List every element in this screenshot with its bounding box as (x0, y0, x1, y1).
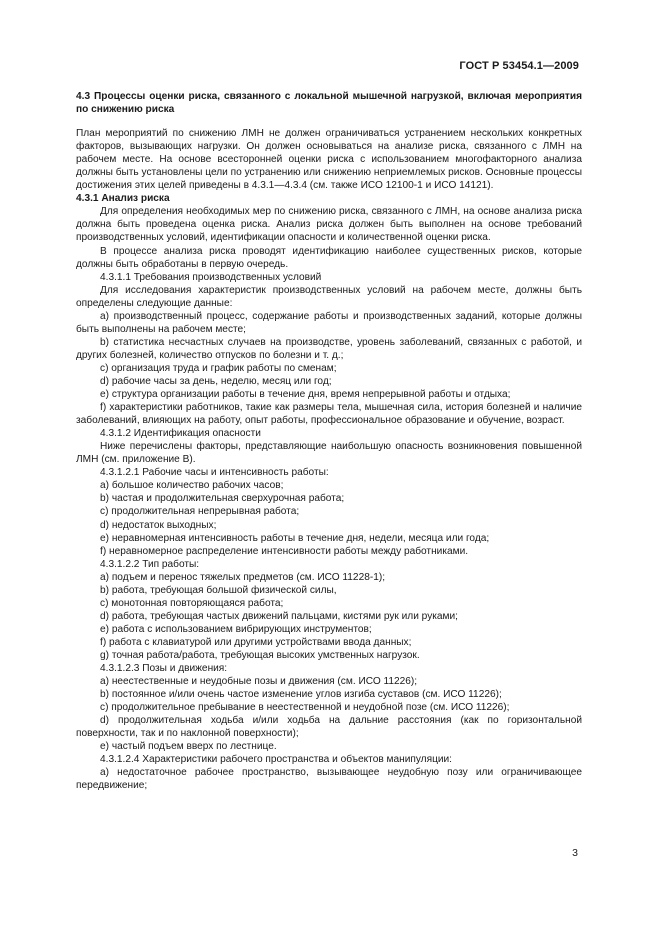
paragraph: Ниже перечислены факторы, представляющие наибольшую опасность возникновения повышенной ЛМН (см. приложение В). (76, 441, 582, 466)
page-number: 3 (572, 847, 578, 859)
list-item: c) продолжительная непрерывная работа; (100, 506, 300, 518)
list-item: d) недостаток выходных; (100, 519, 217, 531)
list-item: e) неравномерная интенсивность работы в течение дня, недели, месяца или года; (100, 532, 490, 544)
list-item: a) недостаточное рабочее пространство, вызывающее неудобную позу или ограничивающее передвижение; (76, 767, 582, 792)
section-title: 4.3 Процессы оценки риска, связанного с локальной мышечной нагрузкой, включая мероприятия по снижению риска (76, 91, 582, 116)
list-item: c) продолжительное пребывание в неестественной и неудобной позе (см. ИСО 11226); (100, 702, 510, 714)
subsection-heading: 4.3.1.2.2 Тип работы: (100, 558, 200, 570)
subsection-heading: 4.3.1.1 Требования производственных условий (100, 271, 322, 283)
list-item: e) работа с использованием вибрирующих инструментов; (100, 623, 372, 635)
list-item: a) подъем и перенос тяжелых предметов (см. ИСО 11228-1); (100, 571, 386, 583)
list-item: e) структура организации работы в течение дня, время непрерывной работы и отдыха; (100, 389, 511, 401)
subsection-heading: 4.3.1.2.1 Рабочие часы и интенсивность работы: (100, 467, 329, 479)
list-item: e) частый подъем вверх по лестнице. (100, 741, 277, 753)
subsection-heading: 4.3.1 Анализ риска (76, 193, 170, 205)
document-header: ГОСТ Р 53454.1—2009 (459, 60, 579, 72)
paragraph: В процессе анализа риска проводят идентификацию наиболее существенных рисков, которые должны быть обработаны в первую очередь. (76, 245, 582, 270)
list-item: d) работа, требующая частых движений пальцами, кистями рук или руками; (100, 610, 458, 622)
list-item: d) рабочие часы за день, неделю, месяц или год; (100, 375, 332, 387)
list-item: b) постоянное и/или очень частое изменение углов изгиба суставов (см. ИСО 11226); (100, 689, 502, 701)
paragraph: План мероприятий по снижению ЛМН не должен ограничиваться устранением нескольких конкретных факторов, вызывающих нагрузки. Он должен основываться на анализе риска, связанного с ЛМН на рабочем месте. На основе всесторонней оценки риска с использованием многофакторного анализа должны быть установлены цели по устранению или снижению неприемлемых рисков. Основные процессы достижения этих целей приведены в 4.3.1—4.3.4 (см. также ИСО 12100-1 и ИСО 14121). (76, 128, 582, 192)
list-item: f) неравномерное распределение интенсивности работы между работниками. (100, 545, 469, 557)
subsection-heading: 4.3.1.2.4 Характеристики рабочего пространства и объектов манипуляции: (100, 754, 452, 766)
document-body (76, 90, 582, 792)
subsection-heading: 4.3.1.2.3 Позы и движения: (100, 663, 228, 675)
list-item: a) большое количество рабочих часов; (100, 480, 284, 492)
paragraph: Для исследования характеристик производственных условий на рабочем месте, должны быть определены следующие данные: (76, 284, 582, 309)
list-item: a) производственный процесс, содержание работы и производственных заданий, которые должны быть выполнены на рабочем месте; (76, 310, 582, 335)
list-item: b) частая и продолжительная сверхурочная работа; (100, 493, 345, 505)
list-item: c) монотонная повторяющаяся работа; (100, 597, 284, 609)
list-item: f) характеристики работников, такие как размеры тела, мышечная сила, история болезней и наличие заболеваний, влияющих на работу, опыт работы, профессиональное образование и обучение, возраст. (76, 402, 582, 427)
list-item: c) организация труда и график работы по сменам; (100, 362, 337, 374)
paragraph: Для определения необходимых мер по снижению риска, связанного с ЛМН, на основе анализа риска должна быть проведена оценка риска. Анализ риска должен быть выполнен на основе требований производственных условий, идентификации опасности и количественной оценки риска. (76, 206, 582, 244)
list-item: d) продолжительная ходьба и/или ходьба на дальние расстояния (как по горизонтальной поверхности, так и по наклонной поверхности); (76, 715, 582, 740)
subsection-heading: 4.3.1.2 Идентификация опасности (100, 428, 261, 440)
list-item: b) статистика несчастных случаев на производстве, уровень заболеваний, связанных с работой, и других болезней, количество отпусков по болезни и т. д.; (76, 336, 582, 361)
list-item: f) работа с клавиатурой или другими устройствами ввода данных; (100, 636, 412, 648)
list-item: g) точная работа/работа, требующая высоких умственных нагрузок. (100, 649, 420, 661)
list-item: b) работа, требующая большой физической силы, (100, 584, 337, 596)
list-item: a) неестественные и неудобные позы и движения (см. ИСО 11226); (100, 676, 418, 688)
